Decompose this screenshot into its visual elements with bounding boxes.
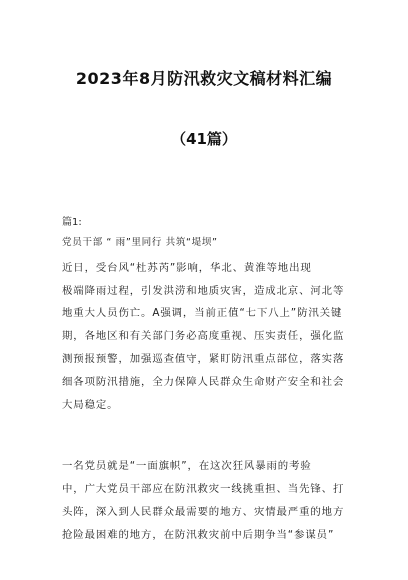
document-title: 2023年8月防汛救灾文稿材料汇编 xyxy=(75,69,333,88)
paragraph-line: 一名党员就是“一面旗帜”，在这次狂风暴雨的考验 xyxy=(62,460,312,472)
paragraph-line: 地重大人员伤亡。A强调，当前正值“七下八上”防汛关键 xyxy=(62,307,343,319)
paragraph-line: 中，广大党员干部应在防汛救灾一线挑重担、当先锋、打 xyxy=(62,483,345,495)
paragraph-line: 近日，受台风“杜苏芮”影响，华北、黄淮等地出现 xyxy=(62,262,312,274)
paragraph-line: 测预报预警，加强巡查值守，紧盯防汛重点部位，落实落 xyxy=(62,353,345,365)
article-count: （41篇） xyxy=(171,130,237,148)
paragraph-line: 期，各地区和有关部门务必高度重视、压实责任，强化监 xyxy=(62,330,345,342)
article-subtitle: 党员干部 “ 雨”里同行 共筑“堤坝” xyxy=(62,237,218,248)
paragraph-line: 抢险最困难的地方，在防汛救灾前中后期争当“参谋员” xyxy=(62,529,335,541)
section-label: 篇1: xyxy=(62,217,82,228)
paragraph-line: 大局稳定。 xyxy=(62,399,119,411)
paragraph-line: 细各项防汛措施，全力保障人民群众生命财产安全和社会 xyxy=(62,376,345,388)
paragraph-line: 极端降雨过程，引发洪涝和地质灾害，造成北京、河北等 xyxy=(62,285,345,297)
paragraph-line: 头阵，深入到人民群众最需要的地方、灾情最严重的地方 xyxy=(62,506,345,518)
